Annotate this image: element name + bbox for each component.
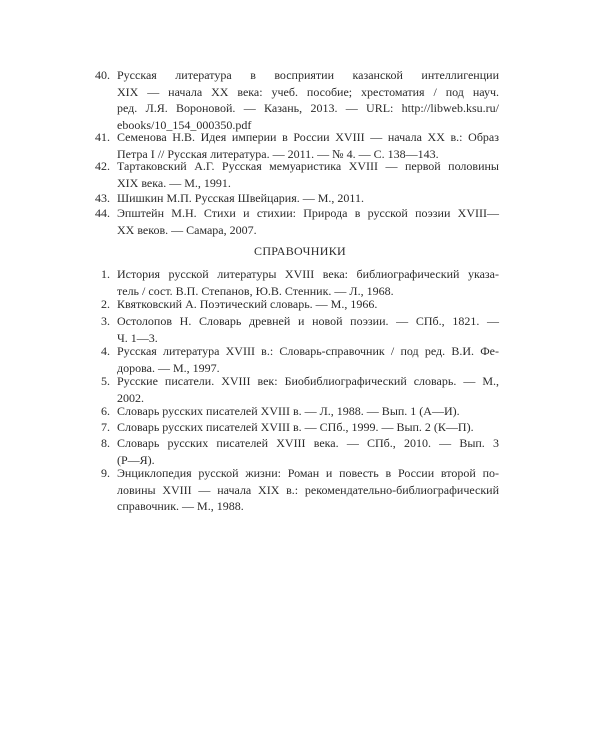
item-number: 4.: [101, 344, 110, 358]
item-text-line: Словарь русских писателей XVIII в. — СПб., 1999. — Вып. 2 (К—П).: [117, 420, 474, 434]
item-text-line: 2002.: [117, 390, 144, 405]
item-text-line: ловины XVIII — начала XIX в.: рекомендательно-библиографический: [117, 482, 499, 497]
item-number: 3.: [101, 314, 110, 328]
item-text-line: Шишкин М.П. Русская Швейцария. — М., 2011.: [117, 191, 364, 205]
item-text-line: Остолопов Н. Словарь древней и новой поэзии. — СПб., 1821. —: [117, 314, 499, 328]
item-number: 5.: [101, 374, 110, 388]
item-number: 40.: [95, 68, 110, 82]
item-text-line: дорова. — М., 1997.: [117, 360, 220, 375]
item-text-line: Петра I // Русская литература. — 2011. — № 4. — С. 138—143.: [117, 146, 439, 161]
item-text-line: Словарь русских писателей XVIII в. — Л., 1988. — Вып. 1 (А—И).: [117, 404, 460, 418]
item-text-line: Русская литература XVIII в.: Словарь-справочник / под ред. В.И. Фе-: [117, 344, 499, 358]
item-number: 2.: [101, 297, 110, 311]
item-number: 41.: [95, 130, 110, 144]
item-text-line: Словарь русских писателей XVIII века. — СПб., 2010. — Вып. 3: [117, 436, 499, 450]
item-number: 6.: [101, 404, 110, 418]
item-text-line: Квятковский А. Поэтический словарь. — М., 1966.: [117, 297, 378, 311]
item-number: 43.: [95, 191, 110, 205]
item-text-line: Русская литература в восприятии казанской интеллигенции: [117, 68, 499, 82]
item-text-line: Русские писатели. XVIII век: Биобиблиографический словарь. — М.,: [117, 374, 499, 388]
item-text-line: XIX века. — М., 1991.: [117, 175, 231, 190]
item-text-line: XIX — начала XX века: учеб. пособие; хрестоматия / под науч.: [117, 84, 499, 99]
item-text-line: тель / сост. В.П. Степанов, Ю.В. Стенник. — Л., 1968.: [117, 283, 394, 298]
item-number: 1.: [101, 267, 110, 281]
item-text-line: Тартаковский А.Г. Русская мемуаристика XVIII — первой половины: [117, 159, 499, 173]
item-number: 8.: [101, 436, 110, 450]
item-text-line: Энциклопедия русской жизни: Роман и повесть в России второй по-: [117, 466, 499, 480]
item-text-line: справочник. — М., 1988.: [117, 499, 244, 513]
item-text-line: ред. Л.Я. Вороновой. — Казань, 2013. — URL: http://libweb.ksu.ru/: [117, 101, 499, 115]
section-title: СПРАВОЧНИКИ: [254, 244, 346, 258]
item-text-line: ebooks/10_154_000350.pdf: [117, 117, 252, 132]
item-number: 9.: [101, 466, 110, 480]
item-text-line: История русской литературы XVIII века: библиографический указа-: [117, 267, 499, 281]
item-number: 44.: [95, 206, 110, 220]
item-text-line: Ч. 1—3.: [117, 330, 158, 345]
item-text-line: Семенова Н.В. Идея империи в России XVIII — начала XX в.: Образ: [117, 130, 499, 144]
item-number: 42.: [95, 159, 110, 173]
item-number: 7.: [101, 420, 110, 434]
item-text-line: (Р—Я).: [117, 452, 155, 467]
item-text-line: Эпштейн М.Н. Стихи и стихии: Природа в русской поэзии XVIII—: [117, 206, 499, 220]
item-text-line: XX веков. — Самара, 2007.: [117, 222, 257, 237]
